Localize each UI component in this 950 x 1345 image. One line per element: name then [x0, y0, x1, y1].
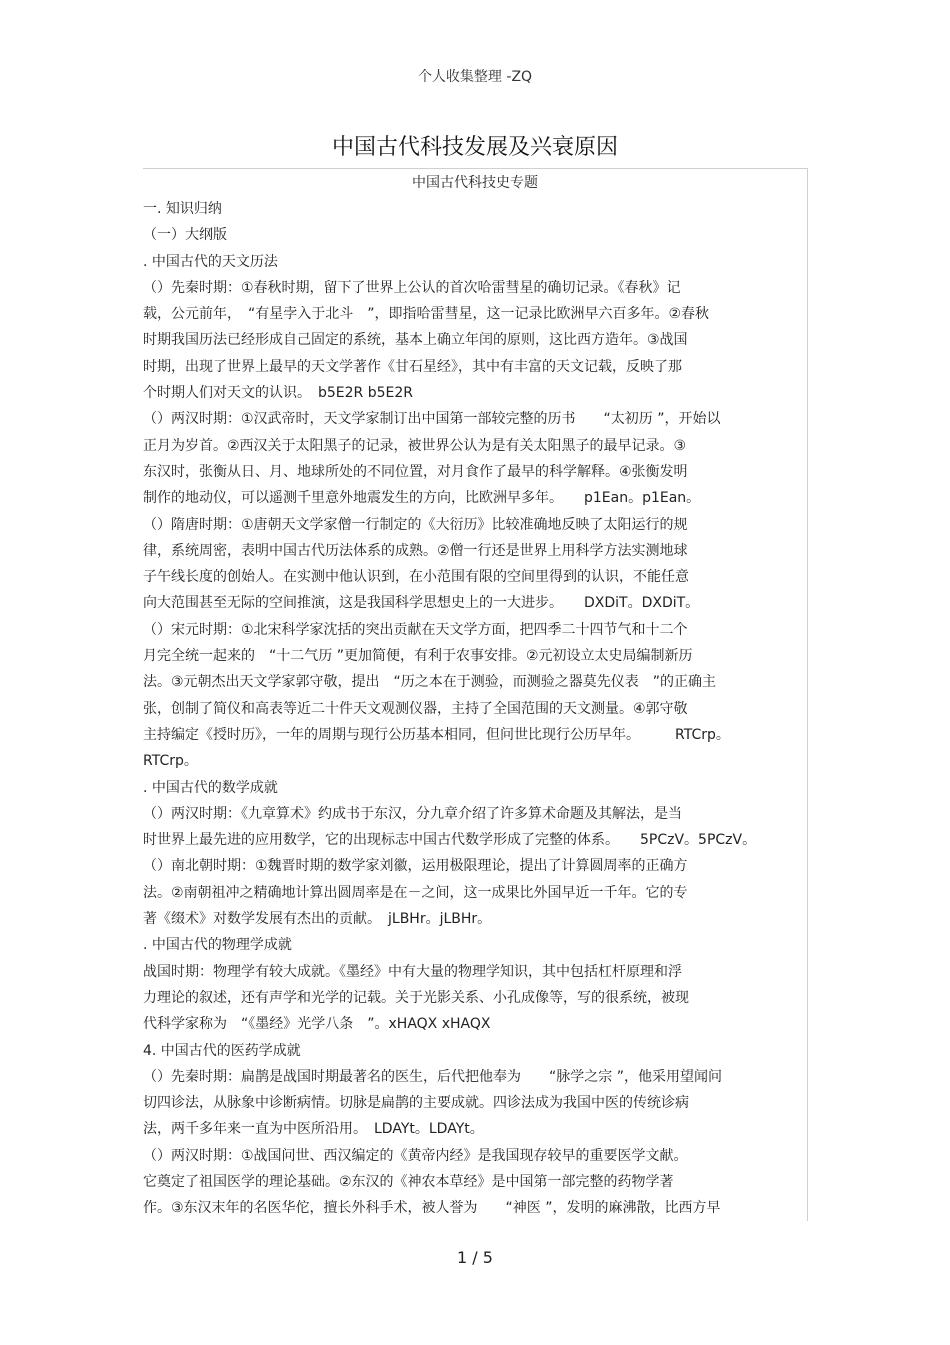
- text-line: RTCrp。: [143, 753, 198, 770]
- text-line: （）宋元时期：①北宋科学家沈括的突出贡献在天文学方面，把四季二十四节气和十二个: [143, 621, 688, 638]
- page-header: 个人收集整理 -ZQ: [417, 69, 533, 85]
- text-line: 战国时期：物理学有较大成就。《墨经》中有大量的物理学知识，其中包括杠杆原理和浮: [143, 963, 682, 980]
- body-text: [143, 196, 807, 1222]
- text-line: 向大范围甚至无际的空间推演，这是我国科学思想史上的一大进步。 DXDiT。DXDiT。: [143, 595, 700, 612]
- text-line: （）两汉时期：《九章算术》约成书于东汉，分九章介绍了许多算术命题及其解法，是当: [143, 805, 682, 822]
- text-line: 它奠定了祖国医学的理论基础。②东汉的《神农本草经》是中国第一部完整的药物学著: [143, 1173, 674, 1190]
- text-line: 力理论的叙述，还有声学和光学的记载。关于光影关系、小孔成像等，写的很系统，被现: [143, 989, 689, 1006]
- text-line: 时期，出现了世界上最早的天文学著作《甘石星经》，其中有丰富的天文记载，反映了那: [143, 358, 682, 375]
- section-subtitle: 中国古代科技史专题: [412, 175, 538, 191]
- text-line: 作。③东汉末年的名医华佗，擅长外科手术，被人誉为 “神医 ”，发明的麻沸散，比西方早: [143, 1200, 721, 1217]
- text-line: 4. 中国古代的医药学成就: [143, 1042, 301, 1059]
- text-line: （）南北朝时期：①魏晋时期的数学家刘徽，运用极限理论，提出了计算圆周率的正确方: [143, 858, 688, 875]
- text-line: （）先秦时期：①春秋时期，留下了世界上公认的首次哈雷彗星的确切记录。《春秋》记: [143, 279, 681, 296]
- page-number: 1 / 5: [457, 1248, 493, 1267]
- text-line: （一）大纲版: [143, 227, 227, 244]
- text-line: 时期我国历法已经形成自己固定的系统，基本上确立年闰的原则，这比西方造年。③战国: [143, 332, 688, 349]
- text-line: 子午线长度的创始人。在实测中他认识到，在小范围有限的空间里得到的认识，不能任意: [143, 569, 689, 586]
- text-line: 一. 知识归纳: [143, 201, 222, 217]
- text-line: 个时期人们对天文的认识。 b5E2R b5E2R: [143, 385, 413, 402]
- text-line: 东汉时，张衡从日、月、地球所处的不同位置，对月食作了最早的科学解释。④张衡发明: [143, 463, 688, 480]
- text-line: 法。③元朝杰出天文学家郭守敬，提出 “历之本在于测验，而测验之器莫先仪表 ”的正确主: [143, 674, 717, 691]
- text-line: . 中国古代的天文历法: [143, 253, 278, 270]
- text-line: 正月为岁首。②西汉关于太阳黑子的记录，被世界公认为是有关太阳黑子的最早记录。③: [143, 437, 687, 454]
- text-line: 切四诊法，从脉象中诊断病情。切脉是扁鹊的主要成就。四诊法成为我国中医的传统诊病: [143, 1095, 689, 1112]
- text-line: 代科学家称为 “《墨经》光学八条 ”。xHAQX xHAQX: [143, 1016, 491, 1033]
- text-line: 张，创制了简仪和高表等近二十件天文观测仪器，主持了全国范围的天文测量。④郭守敬: [143, 700, 688, 717]
- text-line: 时世界上最先进的应用数学，它的出现标志中国古代数学形成了完整的体系。 5PCzV。5PCzV。: [143, 832, 757, 849]
- text-line: （）两汉时期：①战国问世、西汉编定的《黄帝内经》是我国现存较早的重要医学文献。: [143, 1147, 688, 1164]
- text-line: 律，系统周密，表明中国古代历法体系的成熟。②僧一行还是世界上用科学方法实测地球: [143, 542, 688, 559]
- text-line: （）隋唐时期：①唐朝天文学家僧一行制定的《大衍历》比较准确地反映了太阳运行的规: [143, 516, 688, 533]
- text-line: 法，两千多年来一直为中医所沿用。 LDAYt。LDAYt。: [143, 1121, 484, 1138]
- text-line: 主持编定《授时历》，一年的周期与现行公历基本相同，但问世比现行公历早年。 RTCrp。: [143, 726, 730, 743]
- text-line: 月完全统一起来的 “十二气历 ”更加简便，有利于农事安排。②元初设立太史局编制新历: [143, 648, 693, 665]
- text-line: 载，公元前年， “有星孛入于北斗 ”，即指哈雷彗星，这一记录比欧洲早六百多年。②春秋: [143, 306, 710, 323]
- text-line: （）先秦时期：扁鹊是战国时期最著名的医生，后代把他奉为 “脉学之宗 ”，他采用望闻问: [143, 1068, 722, 1085]
- text-line: . 中国古代的物理学成就: [143, 937, 292, 954]
- text-line: . 中国古代的数学成就: [143, 779, 278, 796]
- text-line: 著《缀术》对数学发展有杰出的贡献。 jLBHr。jLBHr。: [143, 911, 492, 928]
- text-line: 制作的地动仪，可以遥测千里意外地震发生的方向，比欧洲早多年。 p1Ean。p1Ean。: [143, 490, 701, 507]
- text-line: 法。②南朝祖冲之精确地计算出圆周率是在－之间，这一成果比外国早近一千年。它的专: [143, 884, 688, 901]
- text-line: （）两汉时期：①汉武帝时，天文学家制订出中国第一部较完整的历书 “太初历 ”，开始以: [143, 411, 721, 428]
- document-title: 中国古代科技发展及兴衰原因: [331, 135, 618, 160]
